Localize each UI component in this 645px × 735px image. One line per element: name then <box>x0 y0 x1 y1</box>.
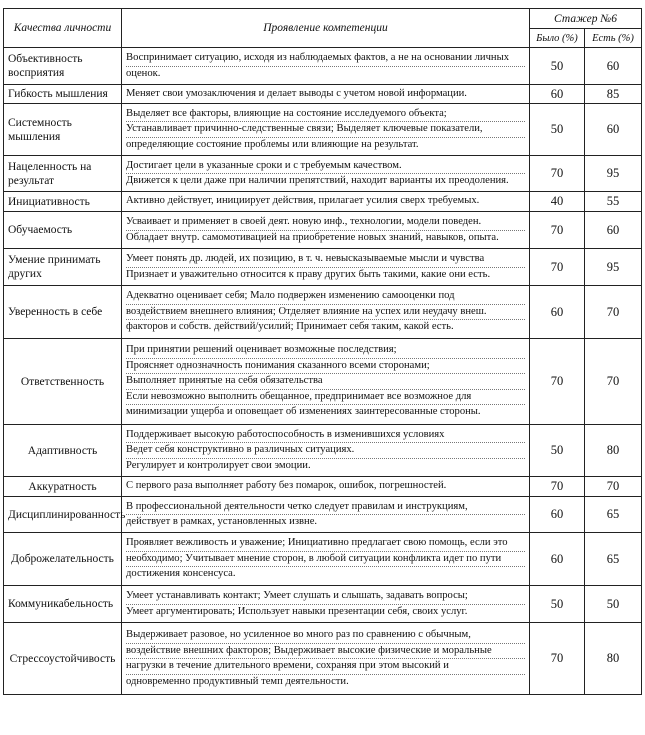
manifestation-cell <box>122 533 530 586</box>
manifestation-line: Устанавливает причинно-следственные связи; Выделяет ключевые показатели, <box>126 122 525 138</box>
manifestation-line: Регулирует и контролирует свои эмоции. <box>126 459 311 471</box>
manifestation-line: Обладает внутр. самомотивацией на приобретение новых знаний, навыков, опыта. <box>126 231 499 243</box>
table-row <box>4 586 642 623</box>
manifestation-line: необходимо; Учитывает мнение сторон, в любой ситуации конфликта идет по пути <box>126 552 525 568</box>
is-percent-cell: 55 <box>585 192 642 212</box>
manifestation-cell <box>122 104 530 156</box>
is-percent-cell: 65 <box>585 533 642 586</box>
manifestation-line: Меняет свои умозаключения и делает выводы с учетом новой информации. <box>126 87 467 99</box>
table-row <box>4 156 642 192</box>
table-row <box>4 339 642 425</box>
quality-cell: Системность мышления <box>4 104 122 156</box>
manifestation-line: Выполняет принятые на себя обязательства <box>126 374 525 390</box>
was-percent-cell: 40 <box>530 192 585 212</box>
quality-cell: Обучаемость <box>4 212 122 249</box>
table-body <box>4 48 642 695</box>
was-percent-cell: 50 <box>530 586 585 623</box>
table-row <box>4 497 642 533</box>
quality-cell: Инициативность <box>4 192 122 212</box>
header-was: Было (%) <box>530 29 585 48</box>
table-row <box>4 85 642 104</box>
competency-table <box>3 8 642 695</box>
manifestation-cell <box>122 85 530 104</box>
was-percent-cell: 70 <box>530 212 585 249</box>
manifestation-cell <box>122 249 530 286</box>
was-percent-cell: 50 <box>530 425 585 477</box>
is-percent-cell: 60 <box>585 48 642 85</box>
is-percent-cell: 80 <box>585 425 642 477</box>
quality-cell: Уверенность в себе <box>4 286 122 339</box>
table-row <box>4 425 642 477</box>
manifestation-line: Активно действует, инициирует действия, прилагает усилия сверх требуемых. <box>126 195 480 207</box>
manifestation-line: достижения консенсуса. <box>126 568 236 580</box>
is-percent-cell: 80 <box>585 623 642 695</box>
table-row <box>4 623 642 695</box>
manifestation-line: Если невозможно выполнить обещанное, предпринимает все возможное для <box>126 390 525 406</box>
quality-cell: Адаптивность <box>4 425 122 477</box>
was-percent-cell: 70 <box>530 249 585 286</box>
manifestation-line: Умеет аргументировать; Использует навыки презентации себя, своих услуг. <box>126 605 468 617</box>
manifestation-cell <box>122 623 530 695</box>
is-percent-cell: 95 <box>585 249 642 286</box>
quality-cell: Гибкость мышления <box>4 85 122 104</box>
quality-cell: Коммуникабельность <box>4 586 122 623</box>
manifestation-line: Воспринимает ситуацию, исходя из наблюдаемых фактов, а не на основании личных <box>126 51 525 67</box>
header-quality: Качества личности <box>4 9 122 48</box>
is-percent-cell: 60 <box>585 212 642 249</box>
manifestation-cell <box>122 477 530 497</box>
quality-cell: Нацеленность на результат <box>4 156 122 192</box>
manifestation-line: воздействием внешнего влияния; Отделяет влияние на успех или неудачу внеш. <box>126 305 525 321</box>
manifestation-cell <box>122 425 530 477</box>
manifestation-line: одновременно продуктивный темп деятельности. <box>126 675 349 687</box>
table-row <box>4 192 642 212</box>
table-row <box>4 212 642 249</box>
was-percent-cell: 50 <box>530 104 585 156</box>
manifestation-line: Выделяет все факторы, влияющие на состояние исследуемого объекта; <box>126 107 525 123</box>
manifestation-line: Умеет устанавливать контакт; Умеет слушать и слышать, задавать вопросы; <box>126 589 525 605</box>
manifestation-cell <box>122 586 530 623</box>
manifestation-line: оценок. <box>126 67 161 79</box>
quality-cell: Умение принимать других <box>4 249 122 286</box>
was-percent-cell: 60 <box>530 497 585 533</box>
was-percent-cell: 60 <box>530 533 585 586</box>
was-percent-cell: 70 <box>530 156 585 192</box>
manifestation-line: Достигает цели в указанные сроки и с требуемым качеством. <box>126 159 525 175</box>
was-percent-cell: 70 <box>530 477 585 497</box>
quality-cell: Аккуратность <box>4 477 122 497</box>
manifestation-line: факторов и собств. действий/усилий; Принимает себя таким, какой есть. <box>126 321 454 333</box>
manifestation-line: Умеет понять др. людей, их позицию, в т. ч. невысказываемые мысли и чувства <box>126 252 525 268</box>
manifestation-line: действует в рамках, установленных извне. <box>126 516 318 527</box>
table-row <box>4 249 642 286</box>
quality-cell: Стрессоустойчивость <box>4 623 122 695</box>
manifestation-line: При принятии решений оценивает возможные последствия; <box>126 343 525 359</box>
table-row <box>4 477 642 497</box>
quality-cell: Доброжелательность <box>4 533 122 586</box>
was-percent-cell: 60 <box>530 85 585 104</box>
manifestation-line: Признает и уважительно относится к праву других быть такими, какие они есть. <box>126 268 491 280</box>
manifestation-cell <box>122 286 530 339</box>
manifestation-line: Усваивает и применяет в своей деят. новую инф., технологии, модели поведен. <box>126 215 525 231</box>
is-percent-cell: 95 <box>585 156 642 192</box>
quality-cell: Ответственность <box>4 339 122 425</box>
header-trainee: Стажер №6 <box>530 9 642 29</box>
was-percent-cell: 50 <box>530 48 585 85</box>
manifestation-line: Движется к цели даже при наличии препятствий, находит варианты их преодоления. <box>126 175 509 186</box>
manifestation-cell <box>122 339 530 425</box>
manifestation-line: нагрузки в течение длительного времени, сохраняя при этом высокий и <box>126 659 525 675</box>
manifestation-line: Адекватно оценивает себя; Мало подвержен изменению самооценки под <box>126 289 525 305</box>
table-row <box>4 104 642 156</box>
header-manifestation: Проявление компетенции <box>122 9 530 48</box>
is-percent-cell: 65 <box>585 497 642 533</box>
is-percent-cell: 60 <box>585 104 642 156</box>
manifestation-line: Поддерживает высокую работоспособность в изменившихся условиях <box>126 428 525 444</box>
was-percent-cell: 60 <box>530 286 585 339</box>
quality-cell: Объективность восприятия <box>4 48 122 85</box>
manifestation-line: определяющие состояние проблемы или влияющие на результат. <box>126 138 419 150</box>
is-percent-cell: 85 <box>585 85 642 104</box>
manifestation-line: Ведет себя конструктивно в различных ситуациях. <box>126 443 525 459</box>
manifestation-line: минимизации ущерба и оповещает об изменениях заинтересованные стороны. <box>126 406 481 418</box>
manifestation-cell <box>122 156 530 192</box>
quality-cell: Дисциплинированность <box>4 497 122 533</box>
was-percent-cell: 70 <box>530 623 585 695</box>
is-percent-cell: 70 <box>585 339 642 425</box>
manifestation-line: воздействие внешних факторов; Выдерживает высокие физические и моральные <box>126 644 525 660</box>
manifestation-line: Выдерживает разовое, но усиленное во много раз по сравнению с обычным, <box>126 628 525 644</box>
manifestation-line: Проявляет вежливость и уважение; Инициативно предлагает свою помощь, если это <box>126 536 525 552</box>
table-row <box>4 286 642 339</box>
manifestation-line: С первого раза выполняет работу без помарок, ошибок, погрешностей. <box>126 480 447 492</box>
is-percent-cell: 50 <box>585 586 642 623</box>
table-row <box>4 533 642 586</box>
manifestation-cell <box>122 192 530 212</box>
manifestation-cell <box>122 212 530 249</box>
table-row <box>4 48 642 85</box>
is-percent-cell: 70 <box>585 286 642 339</box>
is-percent-cell: 70 <box>585 477 642 497</box>
manifestation-line: В профессиональной деятельности четко следует правилам и инструкциям, <box>126 500 525 516</box>
was-percent-cell: 70 <box>530 339 585 425</box>
manifestation-line: Проясняет однозначность понимания сказанного всеми сторонами; <box>126 359 525 375</box>
manifestation-cell <box>122 497 530 533</box>
manifestation-cell <box>122 48 530 85</box>
header-is: Есть (%) <box>585 29 642 48</box>
